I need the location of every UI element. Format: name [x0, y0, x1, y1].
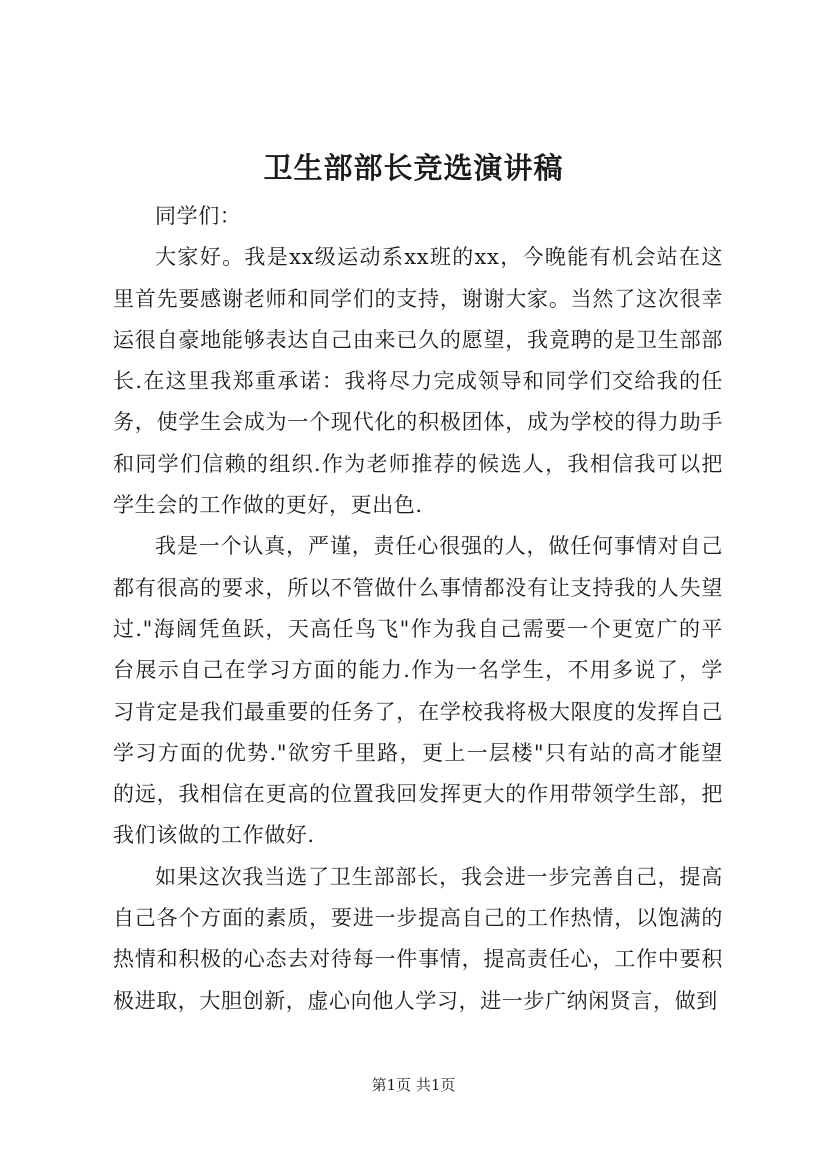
paragraph: 如果这次我当选了卫生部部长，我会进一步完善自己，提高自己各个方面的素质，要进一步提高自己的工作热情，以饱满的热情和积极的心态去对待每一件事情，提高责任心，工作中要积极进取，大胆创新，虚心向他人学习，进一步广纳闲贤言，做到 — [113, 864, 723, 1013]
document-title: 卫生部部长竞选演讲稿 — [263, 151, 564, 185]
paragraph: 我是一个认真，严谨，责任心很强的人，做任何事情对自己都有很高的要求，所以不管做什么事情都没有让支持我的人失望过."海阔凭鱼跃，天高任鸟飞"作为我自己需要一个更宽广的平台展示自己在学习方面的能力.作为一名学生，不用多说了，学习肯定是我们最重要的任务了，在学校我将极大限度的发挥自己学习方面的优势."欲穷千里路，更上一层楼"只有站的高才能望的远，我相信在更高的位置我回发挥更大的作用带领学生部，把我们该做的工作做好. — [113, 534, 723, 848]
paragraph: 大家好。我是xx级运动系xx班的xx，今晚能有机会站在这里首先要感谢老师和同学们的支持，谢谢大家。当然了这次很幸运很自豪地能够表达自己由来已久的愿望，我竟聘的是卫生部部长.在这里我郑重承诺：我将尽力完成领导和同学们交给我的任务，使学生会成为一个现代化的积极团体，成为学校的得力助手和同学们信赖的组织.作为老师推荐的候选人，我相信我可以把学生会的工作做的更好，更出色. — [113, 245, 723, 518]
page-footer: 第1页 共1页 — [371, 1076, 456, 1094]
document-body — [113, 196, 723, 1022]
salutation: 同学们： — [155, 204, 242, 228]
